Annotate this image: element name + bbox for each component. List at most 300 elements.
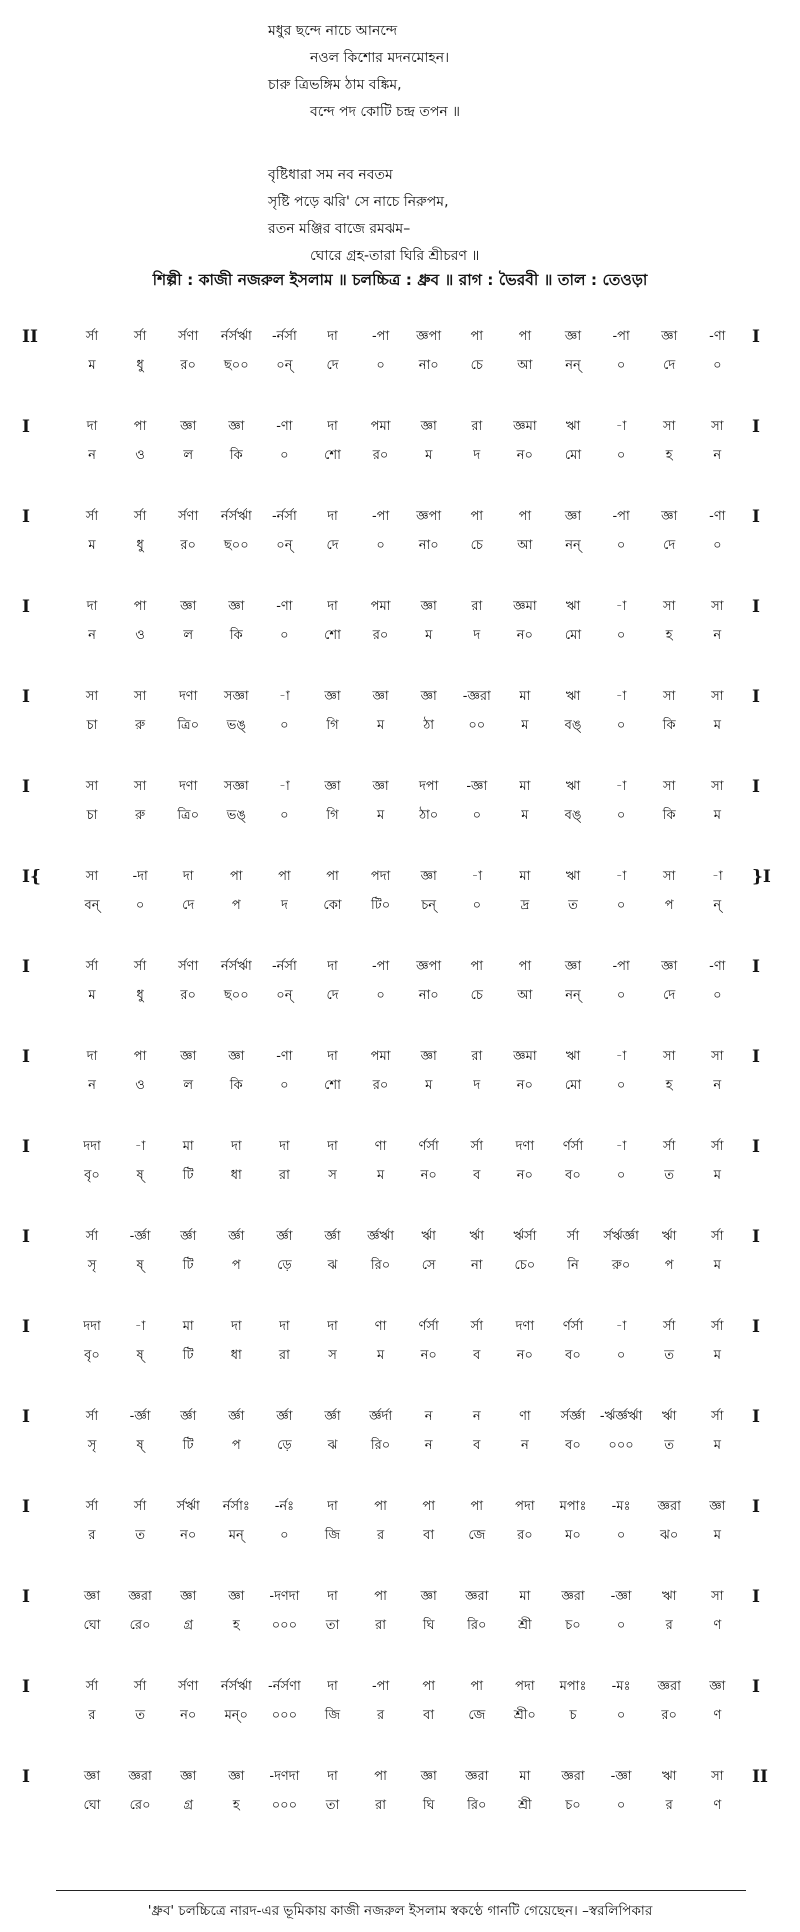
lyric-syllable: ন xyxy=(713,1078,722,1093)
bar-end-mark: I xyxy=(752,417,760,437)
swara-note: -মঃ xyxy=(611,1679,631,1694)
lyric-syllable: ম xyxy=(521,718,529,733)
swara-note: মপাঃ xyxy=(559,1679,587,1694)
lyric-syllable: ঝ xyxy=(327,1438,338,1453)
lyric-syllable: শ্রী০ xyxy=(513,1708,536,1723)
bar-start-mark: I xyxy=(22,1497,30,1517)
bar-end-mark: I xyxy=(752,1137,760,1157)
lyric-line: মধুর ছন্দে নাচে আনন্দে xyxy=(268,23,398,39)
lyric-syllable: ধু xyxy=(136,988,144,1003)
lyric-syllable: দে xyxy=(326,988,339,1003)
lyric-syllable: চ xyxy=(569,1708,577,1723)
swara-note: জ্ঞমা xyxy=(513,1049,537,1064)
lyric-line: চারু ত্রিভঙ্গিম ঠাম বঙ্কিম, xyxy=(268,77,402,93)
swara-note: জ্ঞরা xyxy=(465,1589,489,1604)
lyric-syllable: ধু xyxy=(136,358,144,373)
swara-note: ঋা xyxy=(565,779,581,794)
lyric-syllable: ত xyxy=(664,1438,675,1453)
swara-note: জ্ঞমা xyxy=(513,419,537,434)
lyric-syllable: র০ xyxy=(180,358,196,373)
swara-note: র্সা xyxy=(663,1319,676,1334)
bar-start-mark: I xyxy=(22,1317,30,1337)
lyric-line: রতন মঞ্জির বাজে রমঝম– xyxy=(268,221,411,237)
swara-note: র্সা xyxy=(663,1139,676,1154)
swara-note: র্সণা xyxy=(178,509,199,524)
notation-row xyxy=(0,958,800,1018)
swara-note: র্সা xyxy=(711,1229,724,1244)
lyric-syllable: ন xyxy=(88,448,96,463)
bar-start-mark: I xyxy=(22,777,30,797)
swara-note: ন xyxy=(424,1409,433,1424)
lyric-syllable: রু xyxy=(135,808,146,823)
lyric-syllable: ০ xyxy=(616,1618,626,1633)
swara-note: র্জ্ঞা xyxy=(276,1409,293,1424)
lyric-syllable: চে০ xyxy=(514,1258,536,1273)
lyric-syllable: কি xyxy=(229,628,243,643)
notation-row xyxy=(0,1498,800,1558)
swara-note: পদা xyxy=(370,869,391,884)
lyric-syllable: নন্ xyxy=(565,358,581,373)
swara-note: র্ঋা xyxy=(469,1229,485,1244)
swara-note: জ্ঞা xyxy=(661,329,678,344)
lyric-syllable: বৃ০ xyxy=(84,1168,100,1183)
lyric-syllable: ন xyxy=(88,628,96,643)
lyric-syllable: হ xyxy=(232,1798,240,1813)
lyric-syllable: মো xyxy=(564,448,582,463)
lyric-syllable: শ্রী xyxy=(518,1798,532,1813)
lyric-syllable: ০ xyxy=(376,358,385,373)
swara-note: জ্ঞা xyxy=(228,1049,245,1064)
lyric-syllable: ন০ xyxy=(516,448,533,463)
swara-note: -া xyxy=(471,869,483,884)
swara-note: সা xyxy=(663,599,676,614)
swara-note: দা xyxy=(327,959,338,974)
lyric-syllable: ঘো xyxy=(83,1798,101,1813)
lyric-syllable: ছ০০ xyxy=(223,358,249,373)
swara-note: জ্ঞা xyxy=(420,689,437,704)
lyric-syllable: ব xyxy=(473,1438,481,1453)
verse xyxy=(268,18,728,126)
swara-note: -র্নর্সা xyxy=(271,959,297,974)
lyric-syllable: বৃ০ xyxy=(84,1348,100,1363)
swara-note: -া xyxy=(279,779,290,794)
swara-note: ঋা xyxy=(661,1589,677,1604)
lyric-syllable: ০ xyxy=(280,448,289,463)
swara-note: জ্ঞা xyxy=(180,419,197,434)
lyric-syllable: প xyxy=(231,1438,241,1453)
swara-note: -দণদা xyxy=(269,1589,300,1604)
swara-note: দা xyxy=(327,1049,338,1064)
lyric-syllable: বা xyxy=(423,1708,435,1723)
lyric-syllable: আ xyxy=(517,538,533,553)
lyric-syllable: দে xyxy=(663,988,676,1003)
swara-note: র্জ্ঞা xyxy=(228,1409,245,1424)
lyric-syllable: দে xyxy=(182,898,195,913)
swara-note: -র্নর্সা xyxy=(271,509,297,524)
bar-start-mark: I xyxy=(22,1587,30,1607)
lyric-syllable: নি xyxy=(567,1258,579,1273)
lyric-syllable: ০ xyxy=(616,1798,626,1813)
lyric-syllable: রা xyxy=(375,1798,387,1813)
swara-note: র্ঋর্সা xyxy=(513,1229,537,1244)
bar-start-mark: I xyxy=(22,1767,30,1787)
lyric-syllable: ত xyxy=(664,1348,675,1363)
swara-note: মপাঃ xyxy=(559,1499,587,1514)
lyric-syllable: দে xyxy=(663,538,676,553)
lyric-syllable: আ xyxy=(517,358,533,373)
lyric-syllable: ব০ xyxy=(565,1168,581,1183)
lyric-syllable: ন xyxy=(713,448,722,463)
lyric-syllable: ত xyxy=(664,1168,675,1183)
swara-note: পা xyxy=(374,1499,387,1514)
lyric-syllable: চা xyxy=(86,808,98,823)
lyric-syllable: রা xyxy=(278,1168,290,1183)
swara-note: জ্ঞা xyxy=(420,1769,437,1784)
bar-end-mark: I xyxy=(752,507,760,527)
lyric-syllable: ম xyxy=(713,808,721,823)
lyric-syllable: র xyxy=(665,1618,673,1633)
bar-end-mark: I xyxy=(752,327,760,347)
lyric-syllable: তা xyxy=(325,1798,340,1813)
lyric-syllable: ম xyxy=(376,808,385,823)
lyric-syllable: র xyxy=(88,1528,96,1543)
lyric-syllable: ০০০ xyxy=(608,1438,634,1453)
swara-note: জ্ঞা xyxy=(420,419,437,434)
swara-note: দদা xyxy=(83,1139,101,1154)
lyric-syllable: ন০ xyxy=(180,1708,197,1723)
lyric-syllable: বা xyxy=(423,1528,435,1543)
swara-note: র্সণা xyxy=(178,329,199,344)
swara-note: দণা xyxy=(178,689,198,704)
lyric-syllable: না০ xyxy=(418,988,439,1003)
swara-note: সা xyxy=(663,689,676,704)
swara-note: -র্নর্সণা xyxy=(268,1679,301,1694)
lyric-syllable: না০ xyxy=(418,358,439,373)
lyric-syllable: ম xyxy=(713,1258,721,1273)
lyric-syllable: মন্ xyxy=(228,1528,244,1543)
swara-note: মা xyxy=(519,1769,531,1784)
lyric-syllable: ছ০০ xyxy=(223,538,249,553)
lyric-syllable: ম xyxy=(88,988,96,1003)
lyric-syllable: ম xyxy=(425,628,433,643)
swara-note: -ণা xyxy=(709,959,726,974)
lyric-syllable: দ্র xyxy=(520,898,530,913)
swara-note: জ্ঞা xyxy=(228,1769,245,1784)
swara-note: -র্জ্ঞা xyxy=(129,1229,151,1244)
swara-note: র্সর্ঋা xyxy=(176,1499,200,1514)
lyric-syllable: সৃ xyxy=(87,1438,97,1453)
swara-note: -া xyxy=(615,869,627,884)
swara-note: জ্ঞা xyxy=(420,1049,437,1064)
swara-note: সজ্ঞা xyxy=(223,689,249,704)
lyric-syllable: ০ xyxy=(616,358,626,373)
lyric-syllable: ০০০ xyxy=(271,1708,298,1723)
lyric-syllable: ঠা xyxy=(423,718,435,733)
lyric-syllable: ও xyxy=(135,628,145,643)
lyric-syllable: ০ xyxy=(280,1078,289,1093)
swara-note: -া xyxy=(615,599,627,614)
swara-note: -জ্ঞা xyxy=(610,1589,632,1604)
lyric-line: বন্দে পদ কোটি চন্দ্র তপন ॥ xyxy=(310,104,461,120)
lyric-syllable: ধু xyxy=(136,538,144,553)
swara-note: -ণা xyxy=(709,329,726,344)
lyric-syllable: স xyxy=(328,1168,337,1183)
lyric-syllable: দ xyxy=(280,898,288,913)
swara-note: র্সা xyxy=(133,959,147,974)
swara-note: জ্ঞরা xyxy=(561,1769,585,1784)
lyric-syllable: কি xyxy=(662,808,676,823)
lyric-syllable: ০ xyxy=(713,358,722,373)
swara-note: -পা xyxy=(612,959,630,974)
bar-start-mark: I xyxy=(22,1677,30,1697)
swara-note: -জ্ঞা xyxy=(610,1769,632,1784)
swara-note: দা xyxy=(327,599,338,614)
swara-note: র্সা xyxy=(133,509,147,524)
swara-note: -পা xyxy=(371,329,390,344)
bar-start-mark: I xyxy=(22,1227,30,1247)
lyric-syllable: ০ xyxy=(280,628,289,643)
swara-note: জ্ঞরা xyxy=(128,1589,152,1604)
lyric-syllable: চে xyxy=(470,358,483,373)
swara-note: -া xyxy=(134,1139,146,1154)
swara-note: সা xyxy=(663,779,676,794)
swara-note: র্ণর্সা xyxy=(562,1319,584,1334)
lyric-syllable: গ্র xyxy=(183,1798,194,1813)
swara-note: র্সা xyxy=(470,1319,483,1334)
swara-note: রা xyxy=(471,419,483,434)
bar-end-mark: I xyxy=(752,1587,760,1607)
notation-row xyxy=(0,1048,800,1108)
swara-note: -পা xyxy=(371,509,390,524)
lyric-syllable: ছ০০ xyxy=(223,988,249,1003)
lyric-syllable: টি xyxy=(182,1348,194,1363)
lyric-syllable: র xyxy=(377,1708,385,1723)
lyric-syllable: ত xyxy=(568,898,578,913)
lyric-syllable: মন্০ xyxy=(224,1708,249,1723)
lyric-syllable: ম xyxy=(713,1528,721,1543)
swara-note: পদা xyxy=(515,1679,535,1694)
swara-note: র্সা xyxy=(133,1679,147,1694)
swara-note: জ্ঞরা xyxy=(657,1499,681,1514)
swara-note: মা xyxy=(519,779,531,794)
swara-note: পা xyxy=(278,869,291,884)
lyric-syllable: প xyxy=(664,898,674,913)
lyric-syllable: ন০ xyxy=(516,1168,533,1183)
lyric-syllable: তা xyxy=(325,1618,340,1633)
lyric-syllable: ০০ xyxy=(468,718,486,733)
lyric-syllable: শো xyxy=(324,1078,341,1093)
lyric-syllable: র০ xyxy=(372,1078,389,1093)
lyric-syllable: রু০ xyxy=(611,1258,631,1273)
swara-note: দা xyxy=(279,1139,290,1154)
bar-end-mark: I xyxy=(752,1407,760,1427)
lyric-syllable: ০ xyxy=(713,988,722,1003)
notation-row xyxy=(0,508,800,568)
lyric-syllable: টি০ xyxy=(370,898,391,913)
swara-note: দপা xyxy=(418,779,439,794)
swara-note: র্সণা xyxy=(178,959,199,974)
swara-note: র্সা xyxy=(85,329,99,344)
swara-note: -জ্ঞরা xyxy=(462,689,491,704)
lyric-syllable: ধা xyxy=(230,1348,242,1363)
bar-start-mark: I xyxy=(22,1137,30,1157)
swara-note: দা xyxy=(230,1319,242,1334)
lyric-syllable: ব xyxy=(473,1168,481,1183)
swara-note: দণা xyxy=(515,1139,535,1154)
swara-note: জ্ঞা xyxy=(420,599,437,614)
lyric-syllable: ন০ xyxy=(180,1528,197,1543)
swara-note: জ্ঞা xyxy=(661,509,678,524)
lyric-syllable: ০০০ xyxy=(271,1798,298,1813)
lyric-syllable: ০ xyxy=(616,988,626,1003)
notation-row xyxy=(0,598,800,658)
lyric-syllable: ব০ xyxy=(565,1438,581,1453)
swara-note: -পা xyxy=(371,959,390,974)
lyric-syllable: ০ xyxy=(280,1528,289,1543)
swara-note: পা xyxy=(518,959,532,974)
lyric-syllable: আ xyxy=(517,988,533,1003)
lyric-syllable: ণ xyxy=(713,1618,722,1633)
swara-note: র্সা xyxy=(711,1409,724,1424)
swara-note: জ্ঞা xyxy=(83,1769,101,1784)
swara-note: জ্ঞা xyxy=(372,689,389,704)
swara-note: পদা xyxy=(515,1499,535,1514)
swara-note: সা xyxy=(711,1769,724,1784)
swara-note: -া xyxy=(615,779,627,794)
notation-row xyxy=(0,778,800,838)
swara-note: -জ্ঞা xyxy=(466,779,488,794)
lyric-syllable: টি xyxy=(182,1168,194,1183)
lyric-syllable: র xyxy=(88,1708,96,1723)
swara-note: জ্ঞা xyxy=(564,509,582,524)
lyric-syllable: ম xyxy=(713,718,721,733)
lyric-syllable: ঘি xyxy=(422,1798,435,1813)
swara-note: দা xyxy=(327,1139,338,1154)
lyric-syllable: সৃ xyxy=(87,1258,97,1273)
lyric-syllable: দে xyxy=(326,538,339,553)
swara-note: ণা xyxy=(519,1409,531,1424)
lyric-line: সৃষ্টি পড়ে ঝরি' সে নাচে নিরুপম, xyxy=(268,194,449,210)
swara-note: -পা xyxy=(612,509,630,524)
lyric-syllable: ০ xyxy=(616,1348,626,1363)
swara-note: র্ণর্সা xyxy=(562,1139,584,1154)
notation-row xyxy=(0,688,800,748)
bar-end-mark: }I xyxy=(752,867,771,887)
swara-note: সা xyxy=(85,689,99,704)
swara-note: ঋা xyxy=(565,599,581,614)
lyric-syllable: হ xyxy=(232,1618,240,1633)
swara-note: র্সা xyxy=(85,1409,99,1424)
swara-note: জ্ঞা xyxy=(228,419,245,434)
lyric-syllable: গি xyxy=(326,718,339,733)
lyric-syllable: গি xyxy=(326,808,339,823)
swara-note: জ্ঞরা xyxy=(465,1769,489,1784)
lyric-syllable: কি xyxy=(662,718,676,733)
swara-note: ণা xyxy=(374,1319,387,1334)
swara-note: র্সা xyxy=(133,1499,147,1514)
lyric-syllable: ত্রি০ xyxy=(177,718,200,733)
lyric-syllable: জে xyxy=(468,1708,486,1723)
swara-note: পা xyxy=(133,599,147,614)
swara-note: -া xyxy=(134,1319,146,1334)
lyric-syllable: রি০ xyxy=(370,1258,391,1273)
swara-note: জ্ঞা xyxy=(83,1589,101,1604)
swara-note: দা xyxy=(230,1139,242,1154)
lyric-syllable: রা xyxy=(278,1348,290,1363)
swara-note: ঋা xyxy=(565,1049,581,1064)
notation-row xyxy=(0,1318,800,1378)
swara-note: র্সা xyxy=(566,1229,580,1244)
swara-note: -া xyxy=(615,1319,627,1334)
lyric-syllable: ০ xyxy=(616,1168,626,1183)
lyric-syllable: ল xyxy=(183,628,194,643)
swara-note: দা xyxy=(327,1769,338,1784)
swara-note: র্ঋা xyxy=(661,1229,677,1244)
notation-row xyxy=(0,1138,800,1198)
lyric-syllable: ম xyxy=(425,448,433,463)
lyric-syllable: গ্র xyxy=(183,1618,194,1633)
lyric-syllable: ০ xyxy=(280,808,289,823)
lyric-syllable: ০ xyxy=(376,538,385,553)
lyric-syllable: ০০০ xyxy=(271,1618,298,1633)
verse xyxy=(268,162,728,270)
bar-start-mark: I xyxy=(22,1407,30,1427)
lyric-syllable: ল xyxy=(183,448,194,463)
lyric-syllable: ০ xyxy=(280,718,289,733)
lyric-syllable: মো xyxy=(564,628,582,643)
lyric-syllable: ম xyxy=(376,1348,385,1363)
swara-note: সা xyxy=(133,689,147,704)
swara-note: জ্ঞমা xyxy=(513,599,537,614)
swara-note: ঋা xyxy=(565,869,581,884)
lyric-syllable: ০ xyxy=(616,628,626,643)
swara-note: পা xyxy=(470,959,484,974)
swara-note: র্জ্ঞর্দা xyxy=(369,1409,393,1424)
lyric-syllable: স xyxy=(328,1348,337,1363)
lyric-syllable: ০ xyxy=(472,898,482,913)
lyric-line: ঘোরে গ্রহ-তারা ঘিরি শ্রীচরণ ॥ xyxy=(310,248,480,264)
bar-end-mark: II xyxy=(752,1767,768,1787)
lyric-syllable: র xyxy=(377,1528,385,1543)
lyric-syllable: ত xyxy=(135,1708,145,1723)
lyric-syllable: ন০ xyxy=(516,628,533,643)
swara-note: সা xyxy=(133,779,147,794)
swara-note: -ণা xyxy=(276,1049,293,1064)
swara-note: দা xyxy=(327,329,338,344)
lyric-syllable: ব xyxy=(473,1348,481,1363)
swara-note: -া xyxy=(615,419,627,434)
bar-end-mark: I xyxy=(752,1317,760,1337)
swara-note: র্নর্সর্ঋা xyxy=(220,959,252,974)
lyric-syllable: ম xyxy=(713,1348,721,1363)
swara-note: র্নর্সাঃ xyxy=(222,1499,250,1514)
swara-note: -দা xyxy=(132,869,148,884)
bar-start-mark: I xyxy=(22,597,30,617)
swara-note: জ্ঞা xyxy=(420,1589,437,1604)
swara-note: ণা xyxy=(374,1139,387,1154)
swara-note: পা xyxy=(133,419,147,434)
swara-note: -দণদা xyxy=(269,1769,300,1784)
lyric-syllable: নন্ xyxy=(565,988,581,1003)
lyric-syllable: ম xyxy=(425,1078,433,1093)
swara-note: পমা xyxy=(370,599,391,614)
swara-note: র্ণর্সা xyxy=(418,1139,439,1154)
swara-note: ঋা xyxy=(565,689,581,704)
lyric-syllable: বঙ্ xyxy=(564,718,582,733)
swara-note: পা xyxy=(518,509,532,524)
swara-note: -া xyxy=(279,689,290,704)
swara-note: জ্ঞা xyxy=(180,1589,197,1604)
